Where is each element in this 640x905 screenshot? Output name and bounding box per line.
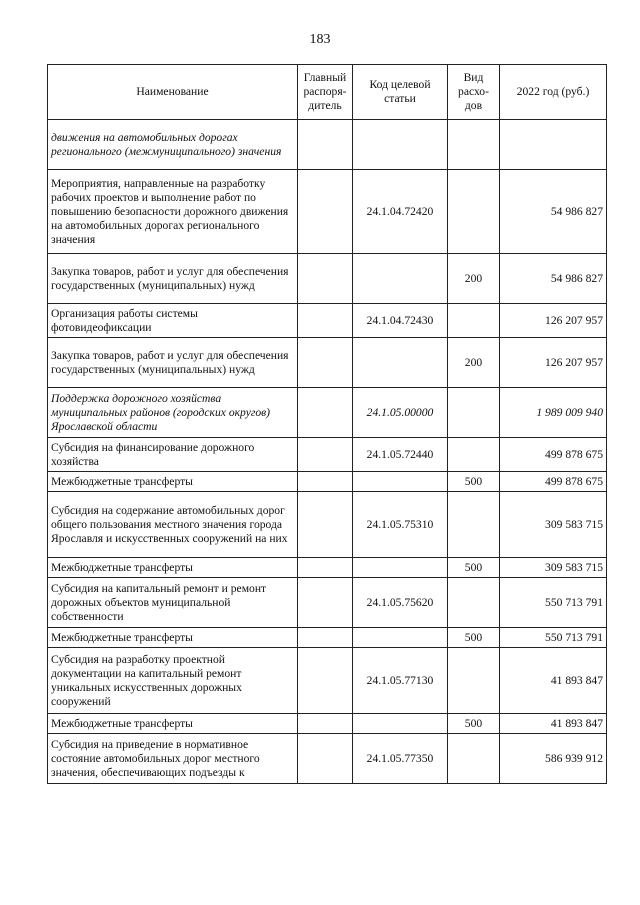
table-row <box>48 734 607 784</box>
table-row <box>48 558 607 578</box>
budget-table <box>47 64 607 784</box>
cell-manager <box>298 120 353 170</box>
cell-type <box>448 120 500 170</box>
cell-manager <box>298 438 353 472</box>
table-row <box>48 254 607 304</box>
table-row <box>48 338 607 388</box>
cell-sum: 499 878 675 <box>500 472 607 492</box>
cell-name: Субсидия на разработку проектной документации на капитальный ремонт уникальных искусственных дорожных сооружений <box>48 648 298 714</box>
table-row <box>48 388 607 438</box>
cell-manager <box>298 648 353 714</box>
cell-name: движения на автомобильных дорогах регионального (межмуниципального) значения <box>48 120 298 170</box>
cell-type <box>448 734 500 784</box>
cell-type <box>448 388 500 438</box>
cell-manager <box>298 578 353 628</box>
cell-name: Субсидия на приведение в нормативное состояние автомобильных дорог местного значения, обеспечивающих подъезды к <box>48 734 298 784</box>
cell-manager <box>298 254 353 304</box>
cell-manager <box>298 472 353 492</box>
cell-name: Субсидия на капитальный ремонт и ремонт дорожных объектов муниципальной собственности <box>48 578 298 628</box>
cell-sum: 550 713 791 <box>500 628 607 648</box>
table-row <box>48 304 607 338</box>
cell-type <box>448 578 500 628</box>
cell-sum: 126 207 957 <box>500 304 607 338</box>
cell-type <box>448 170 500 254</box>
cell-code: 24.1.04.72430 <box>353 304 448 338</box>
cell-code <box>353 472 448 492</box>
cell-manager <box>298 734 353 784</box>
cell-sum: 126 207 957 <box>500 338 607 388</box>
cell-code: 24.1.05.77350 <box>353 734 448 784</box>
page-number: 183 <box>309 32 331 47</box>
header-sum: 2022 год (руб.) <box>500 65 607 120</box>
table-header-row <box>48 65 607 120</box>
cell-name: Поддержка дорожного хозяйства муниципальных районов (городских округов) Ярославской области <box>48 388 298 438</box>
cell-name: Мероприятия, направленные на разработку рабочих проектов и выполнение работ по повышению безопасности дорожного движения на автомобильных дорогах регионального значения <box>48 170 298 254</box>
cell-sum: 54 986 827 <box>500 254 607 304</box>
cell-code: 24.1.05.75620 <box>353 578 448 628</box>
header-name: Наименование <box>48 65 298 120</box>
cell-code: 24.1.05.75310 <box>353 492 448 558</box>
cell-type <box>448 304 500 338</box>
header-manager: Главный распоря-дитель <box>298 65 353 120</box>
table-body <box>48 120 607 784</box>
table-row <box>48 492 607 558</box>
cell-name: Субсидия на содержание автомобильных дорог общего пользования местного значения города Ярославля и искусственных сооружений на них <box>48 492 298 558</box>
cell-sum: 309 583 715 <box>500 492 607 558</box>
cell-code: 24.1.04.72420 <box>353 170 448 254</box>
table-row <box>48 648 607 714</box>
cell-code <box>353 714 448 734</box>
cell-name: Субсидия на финансирование дорожного хозяйства <box>48 438 298 472</box>
cell-code: 24.1.05.72440 <box>353 438 448 472</box>
table-row <box>48 628 607 648</box>
cell-code <box>353 558 448 578</box>
cell-code <box>353 254 448 304</box>
header-code: Код целевой статьи <box>353 65 448 120</box>
cell-sum: 586 939 912 <box>500 734 607 784</box>
cell-manager <box>298 714 353 734</box>
cell-name: Организация работы системы фотовидеофиксации <box>48 304 298 338</box>
cell-type: 500 <box>448 628 500 648</box>
cell-name: Межбюджетные трансферты <box>48 628 298 648</box>
cell-sum <box>500 120 607 170</box>
cell-sum: 1 989 009 940 <box>500 388 607 438</box>
cell-sum: 54 986 827 <box>500 170 607 254</box>
cell-manager <box>298 338 353 388</box>
cell-manager <box>298 558 353 578</box>
cell-sum: 41 893 847 <box>500 714 607 734</box>
cell-code: 24.1.05.00000 <box>353 388 448 438</box>
cell-manager <box>298 388 353 438</box>
cell-type: 500 <box>448 472 500 492</box>
table-row <box>48 438 607 472</box>
table-row <box>48 120 607 170</box>
table-row <box>48 472 607 492</box>
cell-type <box>448 648 500 714</box>
cell-code <box>353 628 448 648</box>
cell-name: Межбюджетные трансферты <box>48 558 298 578</box>
cell-name: Межбюджетные трансферты <box>48 714 298 734</box>
cell-type <box>448 492 500 558</box>
cell-name: Закупка товаров, работ и услуг для обеспечения государственных (муниципальных) нужд <box>48 338 298 388</box>
cell-name: Межбюджетные трансферты <box>48 472 298 492</box>
cell-type: 200 <box>448 254 500 304</box>
cell-sum: 41 893 847 <box>500 648 607 714</box>
cell-manager <box>298 304 353 338</box>
cell-manager <box>298 628 353 648</box>
cell-sum: 499 878 675 <box>500 438 607 472</box>
table-row <box>48 170 607 254</box>
cell-code <box>353 338 448 388</box>
cell-type: 500 <box>448 714 500 734</box>
cell-code: 24.1.05.77130 <box>353 648 448 714</box>
cell-type: 500 <box>448 558 500 578</box>
table-row <box>48 578 607 628</box>
cell-manager <box>298 170 353 254</box>
cell-code <box>353 120 448 170</box>
cell-name: Закупка товаров, работ и услуг для обеспечения государственных (муниципальных) нужд <box>48 254 298 304</box>
cell-type: 200 <box>448 338 500 388</box>
cell-sum: 550 713 791 <box>500 578 607 628</box>
cell-type <box>448 438 500 472</box>
header-type: Вид расхо-дов <box>448 65 500 120</box>
table-row <box>48 714 607 734</box>
cell-manager <box>298 492 353 558</box>
cell-sum: 309 583 715 <box>500 558 607 578</box>
